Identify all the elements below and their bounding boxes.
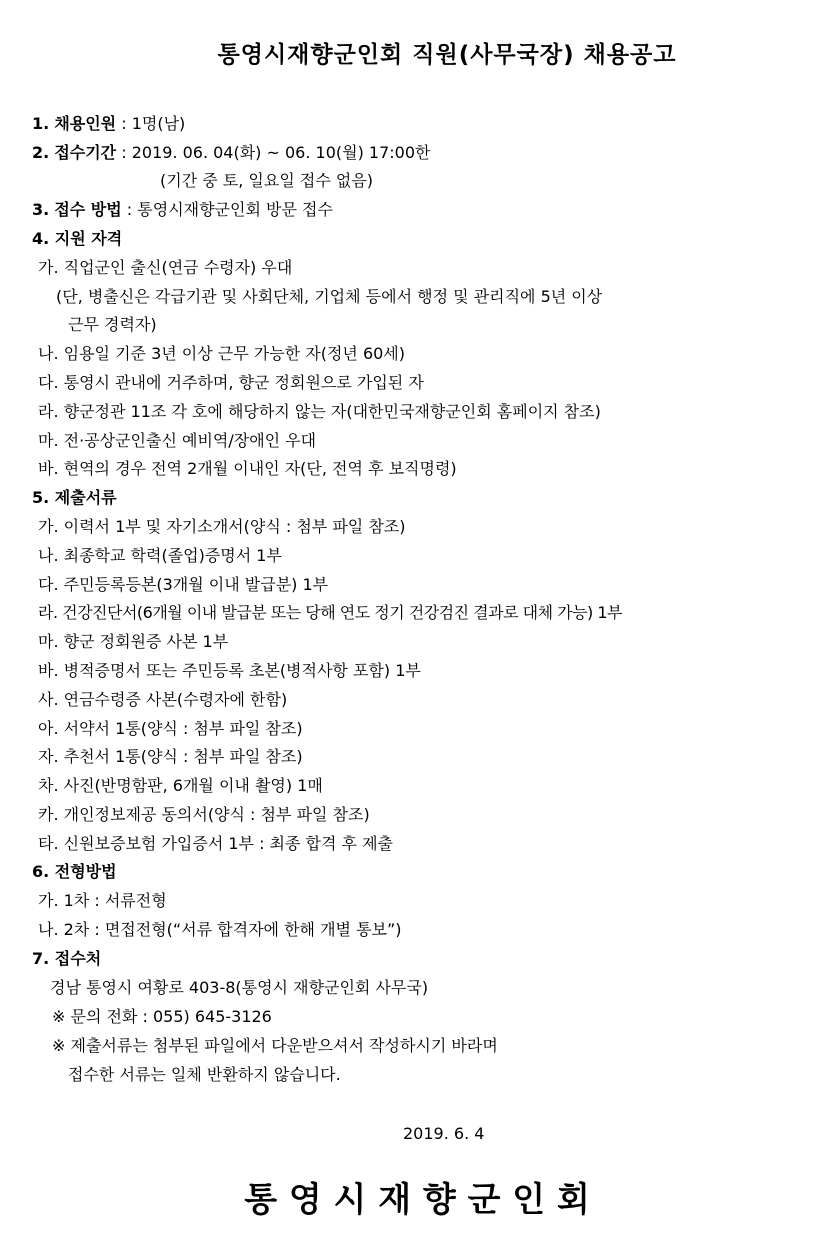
qualification-item: 가. 직업군인 출신(연금 수령자) 우대 xyxy=(38,258,293,277)
section-label: 채용인원 xyxy=(54,114,117,133)
section-heading-documents: 5. 제출서류 xyxy=(32,488,117,507)
section-heading-contact: 7. 접수처 xyxy=(32,949,102,968)
document-item: 자. 추천서 1통(양식 : 첨부 파일 참조) xyxy=(38,747,303,766)
document-item: 아. 서약서 1통(양식 : 첨부 파일 참조) xyxy=(38,719,303,738)
contact-note: ※ 제출서류는 첨부된 파일에서 다운받으셔서 작성하시기 바라며 xyxy=(52,1036,498,1055)
selection-item: 나. 2차 : 면접전형(“서류 합격자에 한해 개별 통보”) xyxy=(38,920,402,939)
qualification-note: 근무 경력자) xyxy=(68,315,157,334)
section-application-method xyxy=(32,200,333,220)
section-heading-qualifications: 4. 지원 자격 xyxy=(32,229,123,248)
section-value: : 통영시재향군인회 방문 접수 xyxy=(121,200,333,219)
contact-note: 접수한 서류는 일체 반환하지 않습니다. xyxy=(68,1065,341,1084)
section-label: 접수 방법 xyxy=(54,200,122,219)
section-number: 1. xyxy=(32,114,50,133)
section-value: : 2019. 06. 04(화) ~ 06. 10(월) 17:00한 xyxy=(116,143,431,162)
document-item: 사. 연금수령증 사본(수령자에 한함) xyxy=(38,690,288,709)
document-item: 마. 향군 정회원증 사본 1부 xyxy=(38,632,229,651)
contact-address: 경남 통영시 여황로 403-8(통영시 재향군인회 사무국) xyxy=(50,978,429,997)
section-recruit-count xyxy=(32,114,185,134)
contact-phone: ※ 문의 전화 : 055) 645-3126 xyxy=(52,1007,272,1026)
qualification-item: 나. 임용일 기준 3년 이상 근무 가능한 자(정년 60세) xyxy=(38,344,406,363)
section-number: 3. xyxy=(32,200,50,219)
document-item: 바. 병적증명서 또는 주민등록 초본(병적사항 포함) 1부 xyxy=(38,661,421,680)
qualification-note: (단, 병출신은 각급기관 및 사회단체, 기업체 등에서 행정 및 관리직에 5년 이상 xyxy=(56,287,603,306)
section-application-period xyxy=(32,143,431,163)
qualification-item: 라. 향군정관 11조 각 호에 해당하지 않는 자(대한민국재향군인회 홈페이지 참조) xyxy=(38,402,601,421)
section-label: 접수기간 xyxy=(54,143,117,162)
section-value: : 1명(남) xyxy=(116,114,186,133)
document-item: 가. 이력서 1부 및 자기소개서(양식 : 첨부 파일 참조) xyxy=(38,517,406,536)
section-heading-selection: 6. 전형방법 xyxy=(32,862,117,881)
organization-name: 통 영 시 재 향 군 인 회 xyxy=(244,1180,590,1220)
document-title: 통영시재향군인회 직원(사무국장) 채용공고 xyxy=(217,42,677,68)
qualification-item: 바. 현역의 경우 전역 2개월 이내인 자(단, 전역 후 보직명령) xyxy=(38,459,457,478)
document-item: 카. 개인정보제공 동의서(양식 : 첨부 파일 참조) xyxy=(38,805,370,824)
qualification-item: 다. 통영시 관내에 거주하며, 향군 정회원으로 가입된 자 xyxy=(38,373,424,392)
selection-item: 가. 1차 : 서류전형 xyxy=(38,891,167,910)
period-note: (기간 중 토, 일요일 접수 없음) xyxy=(160,171,374,190)
document-item: 차. 사진(반명함판, 6개월 이내 촬영) 1매 xyxy=(38,776,323,795)
notice-date: 2019. 6. 4 xyxy=(403,1124,485,1143)
section-number: 2. xyxy=(32,143,50,162)
qualification-item: 마. 전·공상군인출신 예비역/장애인 우대 xyxy=(38,431,317,450)
document-item: 라. 건강진단서(6개월 이내 발급분 또는 당해 연도 정기 건강검진 결과로 대체 가능) 1부 xyxy=(38,603,623,622)
document-item: 타. 신원보증보험 가입증서 1부 : 최종 합격 후 제출 xyxy=(38,834,394,853)
document-item: 나. 최종학교 학력(졸업)증명서 1부 xyxy=(38,546,282,565)
document-item: 다. 주민등록등본(3개월 이내 발급분) 1부 xyxy=(38,575,329,594)
